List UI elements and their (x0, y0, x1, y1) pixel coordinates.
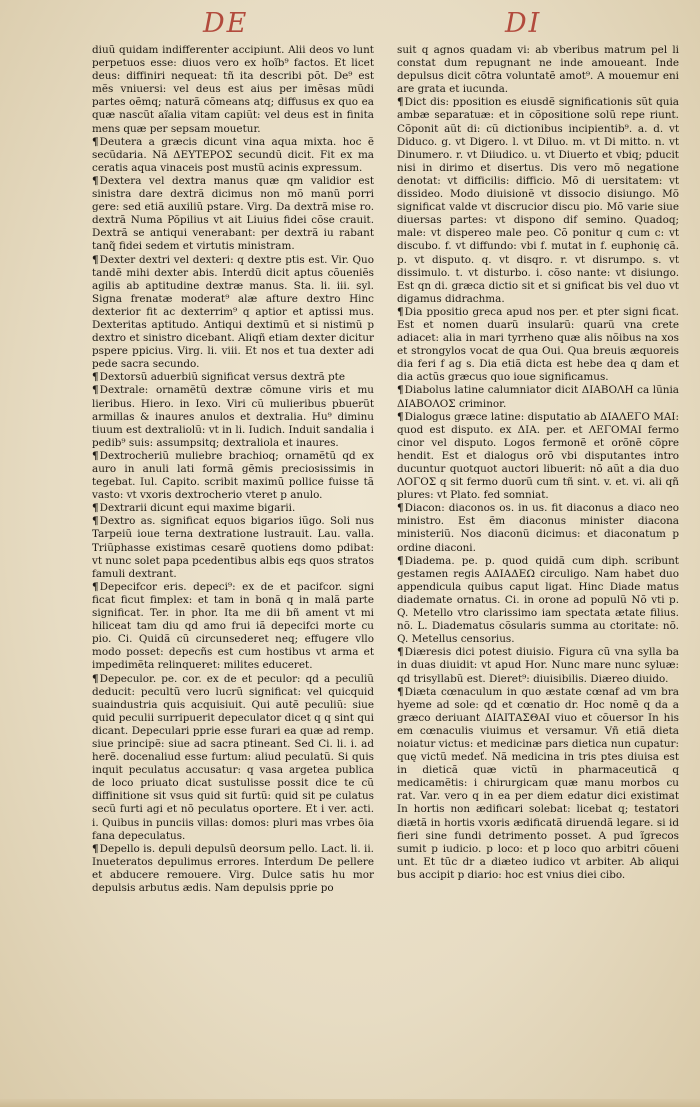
pilcrow-mark: ¶ (92, 135, 99, 148)
entry-text: Diabolus latine calumniator dicit ΔΙΑΒΟΛΗ ca lũnia ΔΙΑΒΟΛΟΣ criminor. (397, 384, 679, 410)
dictionary-entry (92, 673, 374, 843)
entry-text: Dialogus græce latine: disputatio ab ΔΙΑΛΕΓΟ ΜΑΙ: quod est disputo. ex ΔΙΑ. per. et ΛΕΓΟΜΑΙ fermo cinor vel disputo. Logos fermonẽ et orõnẽ cõpre hendit. Est et dialogus orõ vbi disputantes intro ducuntur quotquot auctori libuerit: nõ aũt a dia duo ΛΟΓΟΣ q sit fermo duorũ cum tñ sint. v. et. vi. ali qñ plures: vt Plato. fed somniat. (397, 410, 679, 502)
entry-text: Dextera vel dextra manus quæ qm validior est sinistra dare dextrã dicimus non mõ manũ porri gere: sed etiã auxiliũ pstare. Virg. Da dextrã mise ro. dextrã Numa Põpilius vt ait Liuius fidei cõse crauit. Dextrã se antiqui venerabant: per dextrã iu rabant tanq̃ fidei sedem et virtutis ministram. (92, 174, 374, 253)
entry-text: Dextorsũ aduerbiũ significat versus dextrã pte (99, 371, 345, 384)
dictionary-entry (92, 254, 374, 372)
pilcrow-mark: ¶ (397, 685, 404, 698)
dictionary-entry (397, 502, 679, 554)
dictionary-entry (92, 136, 374, 175)
entry-text: Dia ppositio greca apud nos per. et pter signi ficat. Est et nomen duarũ insularũ: quarũ vna crete adiacet: alia in mari tyrrheno quæ alis nõibus na xos et strongylos vocat de qua Oui. Qua breuis æquoreis dia feri f ag s. Dia etiã dicta est hebe dea q dam et dia actũs græcus quo ioue significamus. (397, 305, 679, 384)
pilcrow-mark: ¶ (92, 515, 99, 528)
text-column-left (92, 44, 374, 1099)
entry-text: Diadema. pe. p. quod quidã cum diph. scribunt gestamen regis ΑΔΙΑΔΕΩ circuligo. Nam habet duo appendicula quibus caput ligat. Hinc Diade matus diademate ornatus. Ci. in orone ad populũ Nõ vti p. Q. Metello vtro clarissimo iam spectata ætate filius. nõ. L. Diadematus cõsularis summa au ctoritate: nõ. Q. Metellus censorius. (397, 554, 679, 646)
dictionary-entry (397, 44, 679, 96)
running-headword-left: DE (203, 8, 249, 39)
dictionary-entry (92, 175, 374, 254)
pilcrow-mark: ¶ (397, 96, 404, 109)
entry-text: Dextrale: ornamẽtũ dextræ cõmune viris et mu lieribus. Hiero. in Iexo. Viri cũ mulieribus pbuerũt armillas & inaures anulos et dextralia. Hu⁹ diminu tiuum est dextraliolũ: vt in li. Iudich. Induit sandalia i pedib⁹ suis: assumpsitq; dextraliola et inaures. (92, 384, 374, 449)
entry-text: Diæresis dici potest diuisio. Figura cũ vna sylla ba in duas diuidit: vt apud Hor. Nunc mare nunc syluæ: qd trisyllabũ est. Dieret⁹: diuisibilis. Diæreo diuido. (397, 646, 679, 685)
dictionary-entry (397, 411, 679, 503)
dictionary-entry (92, 843, 374, 895)
entry-text: diuũ quidam indifferenter accipiunt. Alii deos vo lunt perpetuos esse: diuos vero ex hoĩb⁹ factos. Et licet deus: diffiniri nequeat: tñ ita describi põt. De⁹ est mẽs vniuersi: vel deus est aius per imẽsas mũdi partes oẽmq; naturã cõmeans atq; diffusus ex quo ea quæ nascũt aĩalia vitam capiũt: vel deus est in finita mens quæ per sepsam mouetur. (92, 44, 374, 135)
entry-text: Depeculor. pe. cor. ex de et peculor: qd a peculiũ deducit: pecultũ vero lucrũ significat: vel quicquid suaindustria quis acquisiuit. Qui autẽ peculiũ: siue quid peculii surripuerit depeculator dicet q q sint qui dicant. Depeculari pprie esse furari ea quæ ad remp. siue principẽ: siue ad sacra ptineant. Sed Ci. li. i. ad herẽ. docenaliud esse furtum: aliud peculatũ. Si quis inquit peculatus accusatur: q vasa argetea publica de loco priuato dicat sustulisse possit dice te cũ diffinitione sit vsus quid sit furtũ: quid sit pe culatus secũ furti agi et nõ peculatus oportere. Et i ver. acti. i. Quibus in punciis villas: domos: pluri mas vrbes õia fana depeculatus. (92, 672, 374, 842)
pilcrow-mark: ¶ (92, 502, 99, 515)
entry-text: Dict dis: pposition es eiusdẽ significationis sũt quia ambæ separatuæ: et in cõpositione solũ repe riunt. Cõponit aũt di: cũ dictionibus incipientib⁹. a. d. vt Diduco. g. vt Digero. l. vt Diluo. m. vt Di mitto. n. vt Dinumero. r. vt Diiudico. u. vt Diuerto et vbiq; pducit nisi in dirimo et disertus. Dis vero mõ negatione denotat: vt difficilis: difficio. Mõ di uersitatem: vt dissideo. Modo diuisionẽ vt dissocio disiungo. Mõ significat valde vt discrucior discu pio. Mõ varie siue diuersas partes: vt dispono dif semino. Quadoq; male: vt dispereo male peo. Cõ ponitur q cum c: vt discubo. f. vt diffundo: vbi f. mutat in f. euphonię cã. p. vt disputo. q. vt disqro. r. vt disrumpo. s. vt dissimulo. t. vt disturbo. i. cõso nante: vt disiungo. Est qn di. græca dictio sit et si gnificat bis vel duo vt digamus didrachma. (397, 96, 679, 305)
text-column-right (397, 44, 679, 1099)
dictionary-entry (92, 450, 374, 502)
entry-text: Dextro as. significat equos bigarios iũgo. Soli nus Tarpeiũ ioue terna dextratione lustrauit. Lau. valla. Triũphasse existimas cesarẽ quotiens domo pdibat: vt nunc solet papa pcedentibus albis eqs quos stratos famuli dextrant. (92, 515, 374, 580)
pilcrow-mark: ¶ (397, 502, 404, 515)
dictionary-entry (397, 96, 679, 306)
dictionary-entry (92, 371, 374, 384)
dictionary-entry (92, 515, 374, 580)
dictionary-entry (397, 686, 679, 882)
pilcrow-mark: ¶ (397, 384, 404, 397)
entry-text: Dextrocheriũ muliebre brachioq; ornamẽtũ qd ex auro in anuli lati formã gẽmis preciosissimis in tegebat. Iul. Capito. scribit maximũ pollice fuisse tã vasto: vt vxoris dextrocherio vteret p anulo. (92, 449, 374, 502)
dictionary-entry (397, 384, 679, 410)
entry-text: Diacon: diaconos os. in us. fit diaconus a diaco neo ministro. Est ẽm diaconus minister diacona ministeriũ. Nos diaconũ dicimus: et diaconatum p ordine diaconi. (397, 502, 679, 554)
page-edge (0, 1099, 700, 1107)
pilcrow-mark: ¶ (92, 842, 99, 855)
entry-text: Deutera a græcis dicunt vina aqua mixta. hoc ẽ secũdaria. Nã ΔΕΥΤΕΡΟΣ secundũ dicit. Fit ex ma ceratis aqua vinaceis post mustũ acinis expressum. (92, 135, 374, 174)
entry-text: Depello is. depuli depulsũ deorsum pello. Lact. li. ii. Inueteratos depulimus errores. Interdum De pellere et abducere remouere. Virg. Dulce satis hu mor depulsis arbutus ædis. Nam depulsis pprie po (92, 842, 374, 894)
pilcrow-mark: ¶ (92, 580, 99, 593)
pilcrow-mark: ¶ (92, 449, 99, 462)
dictionary-entry (397, 306, 679, 385)
dictionary-entry (92, 44, 374, 136)
pilcrow-mark: ¶ (397, 305, 404, 318)
dictionary-entry (92, 502, 374, 515)
dictionary-entry (397, 646, 679, 685)
pilcrow-mark: ¶ (397, 410, 404, 423)
dictionary-entry (397, 555, 679, 647)
pilcrow-mark: ¶ (92, 371, 99, 384)
pilcrow-mark: ¶ (92, 174, 99, 187)
pilcrow-mark: ¶ (397, 554, 404, 567)
pilcrow-mark: ¶ (397, 646, 404, 659)
entry-text: suit q agnos quadam vi: ab vberibus matrum pel li constat dum repugnant ne inde amoueant. Inde depulsus dicit cõtra voluntatẽ amot⁹. A mouemur eni are grata et iucunda. (397, 44, 679, 96)
pilcrow-mark: ¶ (92, 384, 99, 397)
pilcrow-mark: ¶ (92, 672, 99, 685)
dictionary-entry (92, 384, 374, 449)
entry-text: Diæta cœnaculum in quo æstate cœnaf ad vm bra hyeme ad sole: qd et cœnatio dr. Hoc nomẽ q da a græco deriuant ΔΙΑΙΤΑΣΘΑΙ viuo et cõuersor In his em cœnaculis viuimus et versamur. Vñ etiã dieta noiatur victus: et medicinæ pars dietica nun cupatur: quę victũ medeť. Nã medicina in tris ptes diuisa est in dieticã quæ victũ in pharmaceuticã q medicamẽtis: i chirurgicam quæ manu morbos cu rat. Var. vero q in ea per diem edatur dici existimat In hortis non ædificari solebat: licebat q; testatori diætã in hortis vxoris ædificatã diruendã legare. si id fieri sine fundi detrimento posset. A pud ĩgrecos sumit p iudicio. p loco: et p loco quo arbitri cõueni unt. Et tũc dr a diæteo iudico vt arbiter. Ab aliqui bus accipit p diario: hoc est vnius diei cibo. (397, 685, 679, 881)
dictionary-entry (92, 581, 374, 673)
running-headword-right: DI (505, 8, 542, 39)
entry-text: Depecifcor eris. depeci⁹: ex de et pacifcor. signi ficat ficut fimplex: et tam in bonã q in malã parte significat. Ter. in phor. Ita me dii bñ ament vt mi hiliceat tam diu qd amo frui iã depecifci morte cu pio. Ci. Quidã cũ circunsederet neq; effugere vllo modo posset: depecñs est cum hostibus vt arma et impedimẽta relinqueret: milites educeret. (92, 580, 374, 672)
entry-text: Dexter dextri vel dexteri: q dextre ptis est. Vir. Quo tandẽ mihi dexter abis. Interdũ dicit aptus cõueniẽs agilis ab aptitudine dextræ manus. Sta. li. iii. syl. Signa frenatæ moderat⁹ alæ afture dextro Hinc dexterior fit ac dexterrim⁹ q aptior et aptissi mus. Dexteritas aptitudo. Antiqui dextimũ et si nistimũ p dextro et sinistro dicebant. Aliqñ etiam dexter dicitur pspere ppicius. Virg. li. viii. Et nos et tua dexter adi pede sacra secundo. (92, 253, 374, 371)
entry-text: Dextrarii dicunt equi maxime bigarii. (99, 502, 296, 515)
pilcrow-mark: ¶ (92, 253, 99, 266)
